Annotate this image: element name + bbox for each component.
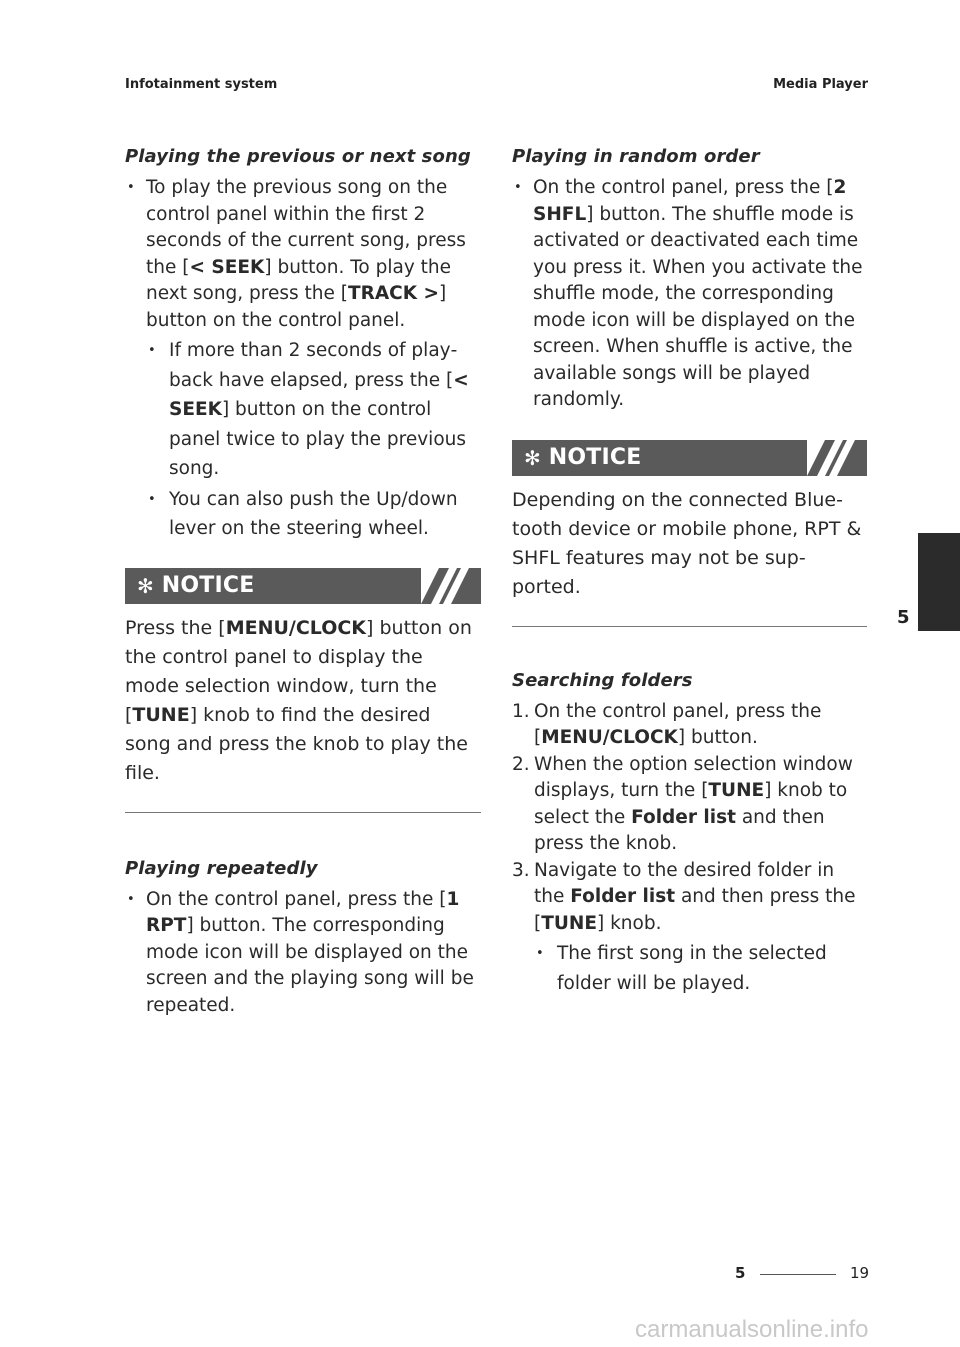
right-column: [512, 146, 867, 999]
list-item: • On the control panel, press the [1 RPT] button. The corresponding mode icon will be displayed on the screen and the playing song will be repeated.: [125, 887, 481, 1020]
section-title-repeat: Playing repeatedly: [125, 857, 318, 879]
list-item: • On the control panel, press the [2 SHFL] button. The shuffle mode is activated or deactivated each time you press it. When you activate the shuffle mode, the corresponding mode icon will be displayed on the screen. When shuffle is active, the available songs will be played randomly.: [512, 175, 867, 414]
notice-banner: [512, 440, 867, 476]
sub-list-item: • You can also push the Up/down lever on the steering wheel.: [146, 485, 481, 544]
chapter-tab-number: 5: [897, 607, 910, 628]
double-slash-icon: [807, 440, 867, 476]
numbered-list: [512, 699, 867, 999]
tune-key: TUNE: [708, 780, 765, 801]
footer-divider: [760, 1274, 836, 1275]
bullet-list: [125, 887, 481, 1020]
notice-banner: [125, 568, 481, 604]
folder-list-key: Folder list: [631, 806, 736, 828]
watermark: carmanualsonline.info: [635, 1316, 869, 1343]
notice-body: Press the [MENU/CLOCK] button on the control panel to display the mode selection window, turn the [TUNE] knob to find the desired song and press the knob to play the file.: [125, 616, 472, 784]
folder-list-key: Folder list: [570, 886, 676, 907]
running-header-section: Infotainment system: [125, 77, 278, 92]
rpt-key: 1 RPT: [146, 888, 460, 936]
list-item: 1. On the control panel, press the [MENU/CLOCK] button.: [512, 700, 822, 748]
track-key: TRACK >: [348, 283, 440, 304]
list-item: • To play the previous song on the control panel within the first 2 seconds of the current song, press the [< SEEK] button. To play the next song, press the [TRACK >] button on the control panel. • If more than 2 seconds of playback have elapsed, press the [< SEEK] button on the control panel twice to play the previous song. • You can also push the Up/down lever on the steering wheel.: [125, 175, 481, 544]
sub-bullet-list: [146, 336, 481, 544]
asterisk-icon: ✻: [137, 573, 154, 598]
tune-key: TUNE: [132, 703, 190, 726]
sub-list-item: • If more than 2 seconds of playback have elapsed, press the [< SEEK] button on the control panel twice to play the previous song.: [146, 336, 481, 484]
tune-key: TUNE: [541, 912, 597, 934]
sub-list-item: • The first song in the selected folder will be played.: [534, 939, 867, 998]
section-title-folders: Searching folders: [512, 669, 693, 691]
list-item: 3. Navigate to the desired folder in the Folder list and then press the [TUNE] knob. • The first song in the selected folder will be played.: [512, 858, 867, 999]
seek-key: < SEEK: [189, 256, 265, 278]
footer-chapter-number: 5: [735, 1264, 746, 1282]
seek-key: < SEEK: [169, 369, 469, 420]
asterisk-icon: ✻: [524, 445, 541, 470]
divider: [125, 812, 481, 813]
bullet-list: [125, 175, 481, 544]
menu-clock-key: MENU/CLOCK: [541, 727, 678, 748]
running-header-chapter: Media Player: [773, 77, 868, 92]
double-slash-icon: [421, 568, 481, 604]
section-title-random: Playing in random order: [512, 146, 760, 167]
notice-title: NOTICE: [161, 573, 255, 598]
shfl-key: 2 SHFL: [533, 177, 847, 225]
list-item: 2. When the option selection window displays, turn the [TUNE] knob to select the Folder list and then press the knob.: [512, 753, 853, 854]
sub-bullet-list: [534, 939, 867, 998]
chapter-thumb-tab: [918, 533, 960, 631]
menu-clock-key: MENU/CLOCK: [225, 616, 367, 639]
divider: [512, 626, 867, 627]
section-title-previous-next: Playing the previous or next song: [125, 146, 471, 167]
notice-body: Depending on the connected Bluetooth device or mobile phone, RPT & SHFL features may not be supported.: [512, 488, 862, 598]
bullet-list: [512, 175, 867, 414]
notice-title: NOTICE: [548, 445, 642, 470]
footer-page-number: 19: [850, 1264, 870, 1282]
left-column: [125, 146, 481, 1019]
